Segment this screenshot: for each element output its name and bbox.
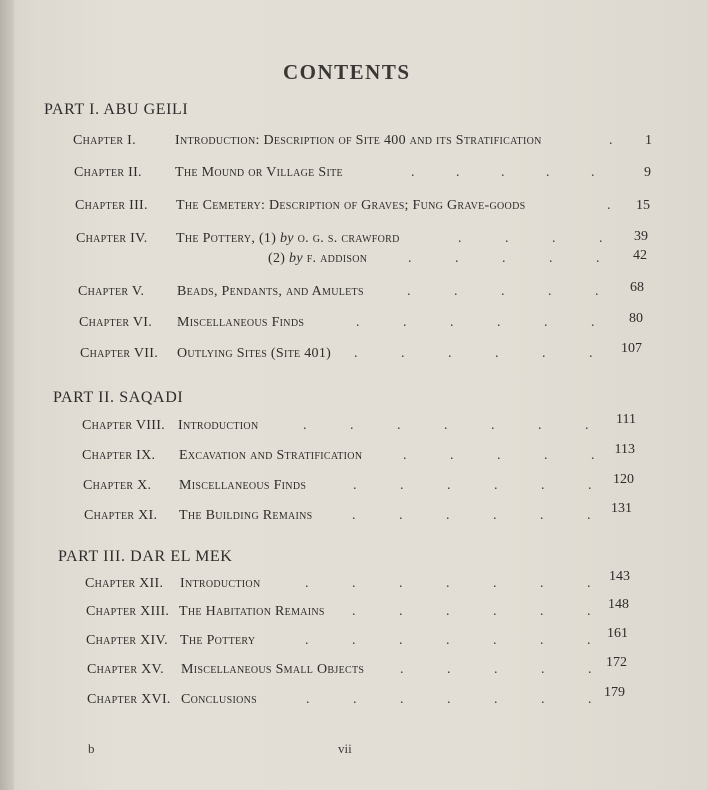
page-number: 148 <box>608 597 629 612</box>
toc-row <box>0 442 707 468</box>
chapter-label: Chapter XIV. <box>86 633 168 648</box>
toc-row <box>0 569 707 596</box>
chapter-label: Chapter II. <box>74 165 142 180</box>
dot-leader: . . . . . . <box>354 346 593 361</box>
chapter-title: Outlying Sites (Site 401) <box>177 346 332 361</box>
toc-row <box>0 626 707 653</box>
toc-row <box>0 231 707 251</box>
dot-leader: . . . . . . . <box>305 576 591 591</box>
part-heading: PART I. ABU GEILI <box>44 101 189 118</box>
chapter-title: The Building Remains <box>179 508 313 523</box>
toc-subrow <box>0 248 707 271</box>
page-number: 9 <box>644 165 651 180</box>
chapter-title: The Mound or Village Site <box>175 165 343 180</box>
chapter-label: Chapter XV. <box>87 662 164 677</box>
toc-row <box>0 341 707 366</box>
toc-row <box>0 198 707 218</box>
chapter-label: Chapter VI. <box>79 315 153 330</box>
by-word: by <box>280 231 294 246</box>
page-number: 179 <box>604 685 625 700</box>
chapter-title: Introduction: Description of Site 400 and its Stratification <box>175 133 542 148</box>
page-number: 113 <box>614 442 635 457</box>
toc-row <box>0 655 707 682</box>
chapter-subtitle <box>268 251 367 267</box>
chapter-title: Miscellaneous Small Objects <box>181 662 365 677</box>
chapter-title: Conclusions <box>181 692 257 707</box>
toc-row <box>0 597 707 624</box>
page-number: 42 <box>633 248 647 263</box>
page-number: 161 <box>607 626 628 641</box>
chapter-label: Chapter VIII. <box>82 418 165 433</box>
toc-row <box>0 685 707 712</box>
chapter-title: Introduction <box>180 576 261 591</box>
page-number: 1 <box>645 133 652 148</box>
chapter-title: Miscellaneous Finds <box>177 315 305 330</box>
toc-row <box>0 133 707 153</box>
page-number: 172 <box>606 655 627 670</box>
dot-leader: . . . . . . . <box>305 633 591 648</box>
chapter-label: Chapter X. <box>83 478 152 493</box>
dot-leader: . . . . . . <box>352 604 591 619</box>
part-heading: PART II. SAQADI <box>53 389 184 406</box>
chapter-label: Chapter VII. <box>80 346 159 361</box>
dot-leader: . <box>609 133 613 148</box>
chapter-title: The Cemetery: Description of Graves; Fung Grave-goods <box>176 198 526 213</box>
by-word: by <box>289 251 303 266</box>
page-folio: vii <box>338 741 352 756</box>
chapter-label: Chapter I. <box>73 133 136 148</box>
dot-leader: . . . . . <box>411 165 595 180</box>
dot-leader: . . . . . . <box>356 315 595 330</box>
toc-row <box>0 165 707 185</box>
chapter-title: The Pottery <box>180 633 256 648</box>
chapter-label: Chapter IV. <box>76 231 148 246</box>
dot-leader: . . . . . <box>407 284 599 299</box>
dot-leader: . . . . . <box>408 251 600 266</box>
toc-row <box>0 412 707 438</box>
chapter-label: Chapter V. <box>78 284 145 299</box>
toc-row <box>0 280 707 304</box>
dot-leader: . . . . . . <box>352 508 591 523</box>
dot-leader: . . . . . . . <box>306 692 592 707</box>
author-name: o. g. s. crawford <box>297 231 400 246</box>
chapter-title: Excavation and Stratification <box>179 448 363 463</box>
page-number: 111 <box>616 412 636 427</box>
chapter-label: Chapter XIII. <box>86 604 170 619</box>
part-heading: PART III. DAR EL MEK <box>58 548 233 565</box>
sub-prefix: (2) <box>268 251 286 266</box>
page-number: 80 <box>629 311 643 326</box>
chapter-title: Miscellaneous Finds <box>179 478 307 493</box>
toc-row <box>0 311 707 335</box>
page-number: 120 <box>613 472 634 487</box>
author-name: f. addison <box>306 251 368 266</box>
dot-leader: . . . . <box>458 231 603 246</box>
chapter-title <box>176 231 400 247</box>
toc-row <box>0 501 707 528</box>
chapter-title: Introduction <box>178 418 259 433</box>
signature-mark: b <box>88 741 95 756</box>
chapter-title: The Habitation Remains <box>179 604 325 619</box>
page-number: 15 <box>636 198 650 213</box>
page-number: 39 <box>634 229 648 244</box>
page-number: 131 <box>611 501 632 516</box>
chapter-title-prefix: The Pottery, (1) <box>176 231 277 246</box>
contents-heading: CONTENTS <box>283 60 411 84</box>
chapter-label: Chapter XVI. <box>87 692 171 707</box>
chapter-title: Beads, Pendants, and Amulets <box>177 284 364 299</box>
dot-leader: . . . . . <box>403 448 595 463</box>
toc-row <box>0 472 707 498</box>
page-number: 68 <box>630 280 644 295</box>
page-number: 107 <box>621 341 642 356</box>
chapter-label: Chapter IX. <box>82 448 156 463</box>
page-number: 143 <box>609 569 630 584</box>
dot-leader: . . . . . . <box>353 478 592 493</box>
chapter-label: Chapter XII. <box>85 576 164 591</box>
chapter-label: Chapter XI. <box>84 508 158 523</box>
chapter-label: Chapter III. <box>75 198 148 213</box>
dot-leader: . . . . . <box>400 662 592 677</box>
dot-leader: . . . . . . . <box>303 418 589 433</box>
dot-leader: . <box>607 198 611 213</box>
